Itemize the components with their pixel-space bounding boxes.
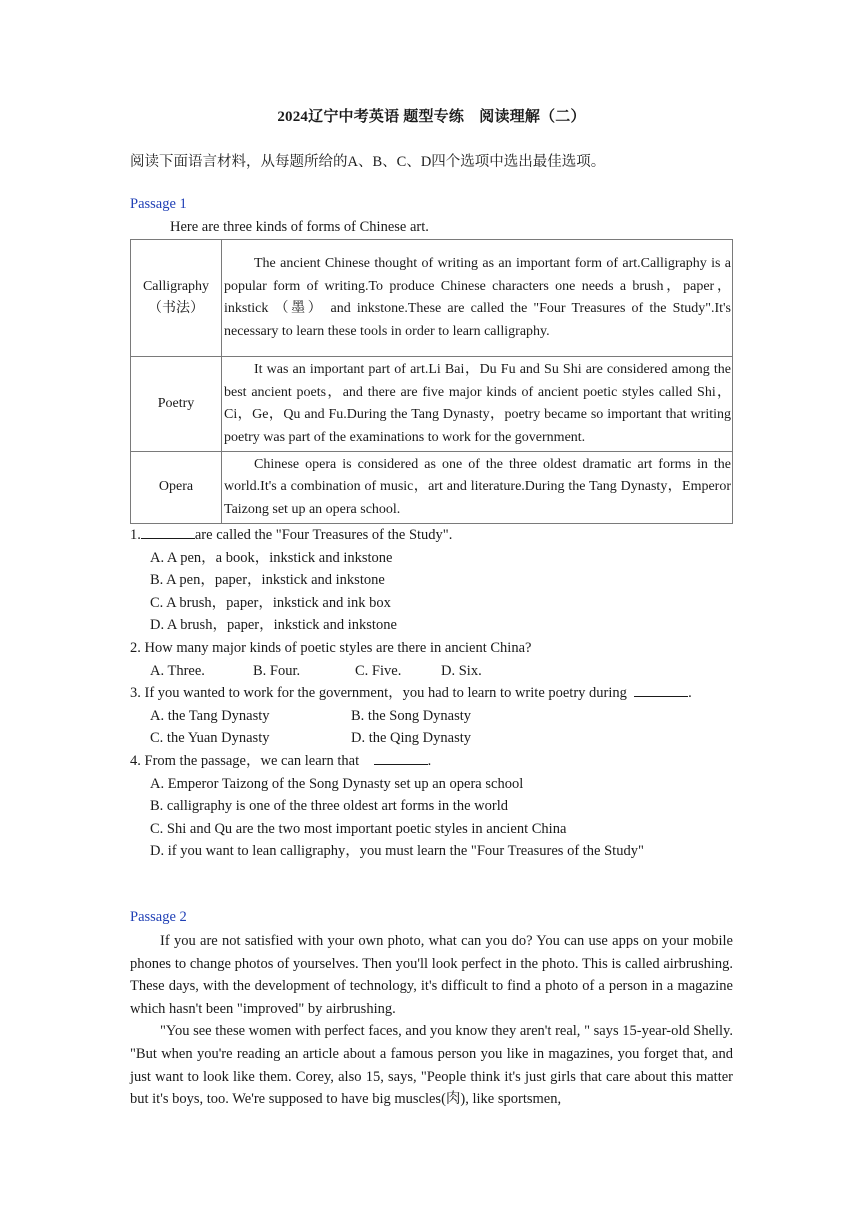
category-cell: [131, 357, 222, 452]
options-row: [130, 727, 733, 750]
art-forms-table: [130, 239, 733, 524]
option: D. A brush，paper，inkstick and inkstone: [150, 617, 397, 634]
category-cell: [131, 240, 222, 357]
options-row: [130, 660, 733, 683]
table-row: [131, 240, 733, 357]
passage-1-label: Passage 1: [130, 196, 187, 212]
answer-blank: [374, 750, 428, 765]
category-name: Opera: [158, 479, 194, 495]
passage-1-questions: [130, 524, 733, 863]
instruction-text: 阅读下面语言材料，从每题所给的A、B、C、D四个选项中选出最佳选项。: [130, 154, 606, 170]
question-2: 2. How many major kinds of poetic styles are there in ancient China?: [130, 639, 532, 656]
option: B. A pen，paper，inkstick and inkstone: [150, 572, 385, 589]
answer-blank: [141, 524, 195, 539]
option: A. the Tang Dynasty: [150, 707, 270, 724]
option: C. A brush，paper，inkstick and ink box: [150, 594, 391, 611]
option: A. Emperor Taizong of the Song Dynasty set up an opera school: [150, 775, 524, 792]
description-cell: Chinese opera is considered as one of the three oldest dramatic art forms in the world.It's a combination of music，art and literature.During the Tang Dynasty，Emperor Taizong set up an opera school.: [222, 452, 733, 524]
description-cell: It was an important part of art.Li Bai，Du Fu and Su Shi are considered among the best ancient poets，and there are five major kinds of ancient poetic styles called Shi，Ci，Ge，Qu and Fu.During the Tang Dynasty，poetry became so important that writing poetry was part of the examinations to work for the government.: [222, 357, 733, 452]
paragraph: "You see these women with perfect faces, and you know they aren't real, " says 15-year-old Shelly. "But when you're reading an article about a famous person you like in magazines, you forget that, and just want to look like them. Corey, also 15, says, "People think it's just girls that care about this matter but it's boys, too. We're supposed to have big muscles(肉), like sportsmen,: [130, 1023, 733, 1108]
option: A. A pen，a book，inkstick and inkstone: [150, 549, 393, 566]
option: B. Four.: [253, 662, 301, 679]
option: C. Shi and Qu are the two most important poetic styles in ancient China: [150, 820, 567, 837]
question-1: 1. are called the "Four Treasures of the Study".: [130, 524, 733, 547]
category-cell: [131, 452, 222, 524]
document-title: 2024辽宁中考英语 题型专练 阅读理解（二）: [277, 109, 586, 125]
description-cell: The ancient Chinese thought of writing as an important form of art.Calligraphy is a popular form of writing.To produce Chinese characters one needs a brush，paper，inkstick （墨） and inkstone.These are called the "Four Treasures of the Study".It's necessary to learn these tools in order to learn calligraphy.: [222, 240, 733, 357]
paragraph: If you are not satisfied with your own photo, what can you do? You can use apps on your mobile phones to change photos of yourselves. Then you'll look perfect in the photo. This is called airbrushing. These days, with the development of technology, it's difficult to find a photo of a person in a magazine which hasn't been "improved" by airbrushing.: [130, 933, 733, 1017]
category-name: Calligraphy: [142, 278, 210, 294]
category-name: Poetry: [157, 395, 195, 411]
option: C. Five.: [355, 662, 402, 679]
passage-2-label: Passage 2: [130, 909, 187, 925]
option: C. the Yuan Dynasty: [150, 730, 270, 747]
option: A. Three.: [150, 662, 205, 679]
option: D. the Qing Dynasty: [351, 730, 472, 747]
table-row: [131, 452, 733, 524]
option: B. the Song Dynasty: [351, 707, 472, 724]
table-row: [131, 357, 733, 452]
options-row: [130, 705, 733, 728]
passage-2-body: [130, 930, 733, 1111]
category-name-cn: （书法）: [148, 301, 204, 316]
option: B. calligraphy is one of the three oldest art forms in the world: [150, 798, 508, 815]
option: D. Six.: [441, 662, 482, 679]
passage-1-intro: Here are three kinds of forms of Chinese art.: [170, 219, 429, 235]
question-4: 4. From the passage，we can learn that .: [130, 750, 733, 773]
answer-blank: [634, 682, 688, 697]
question-3: 3. If you wanted to work for the government，you had to learn to write poetry during .: [130, 682, 733, 705]
option: D. if you want to lean calligraphy，you must learn the "Four Treasures of the Study": [150, 843, 644, 860]
